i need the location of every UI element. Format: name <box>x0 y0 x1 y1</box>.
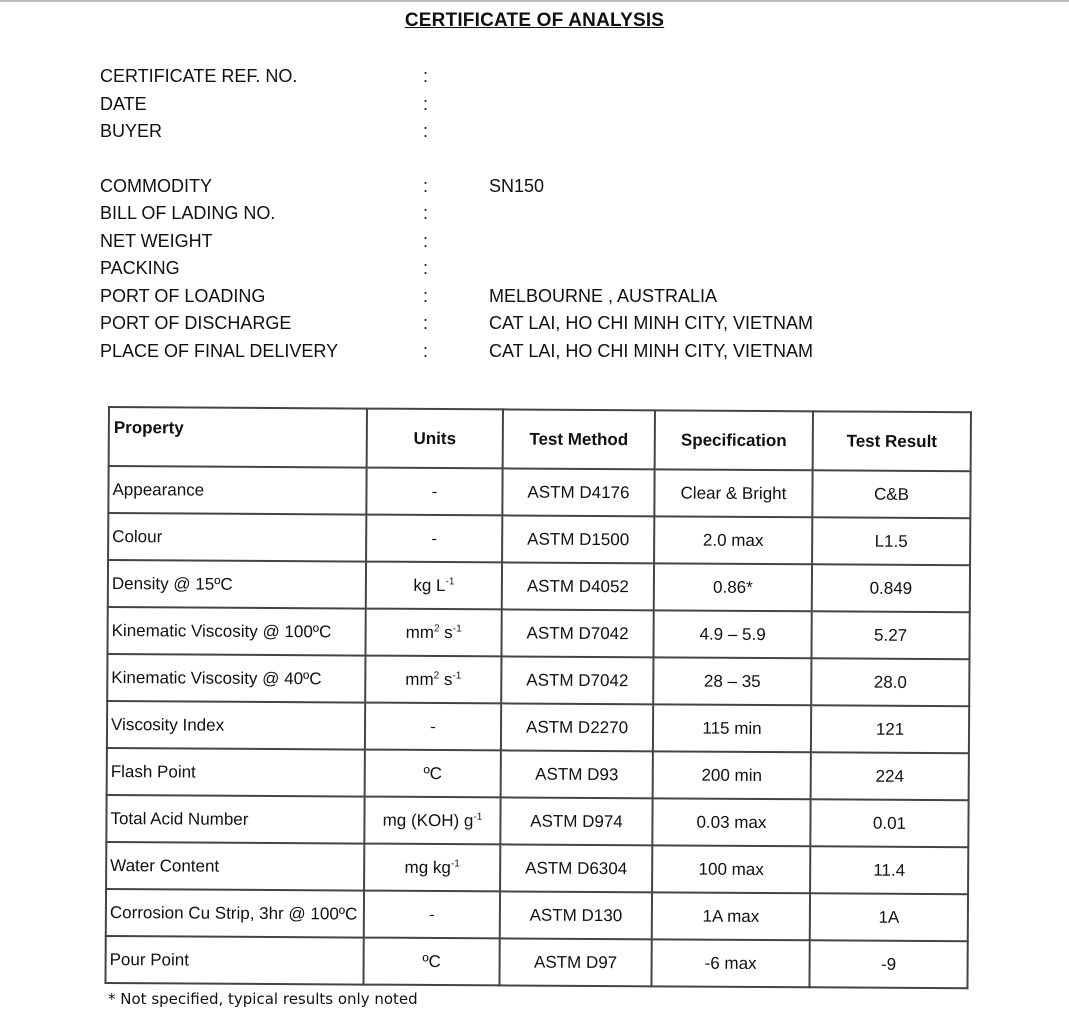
unit-exponent: 2 <box>433 669 440 681</box>
cell-test-method: ASTM D4052 <box>502 562 654 610</box>
field-label: PORT OF LOADING <box>100 285 266 306</box>
cell-property: Density @ 15ºC <box>108 560 366 609</box>
cell-units <box>364 891 500 939</box>
header-units: Units <box>367 409 503 469</box>
table-row <box>108 560 970 612</box>
unit-base: - <box>429 904 435 924</box>
field-net-weight <box>100 229 900 257</box>
table-row <box>107 748 969 800</box>
field-port-of-discharge <box>100 311 900 339</box>
cell-test-method: ASTM D2270 <box>501 703 653 751</box>
cell-property: Kinematic Viscosity @ 40ºC <box>107 654 365 703</box>
unit-base: mg kg <box>404 857 451 877</box>
cell-test-method: ASTM D97 <box>499 938 651 986</box>
field-colon: : <box>423 230 429 251</box>
cell-units <box>365 703 501 751</box>
table-row <box>106 795 968 847</box>
cell-test-result: 0.849 <box>812 564 970 612</box>
unit-exponent: 2 <box>433 622 440 634</box>
unit-exponent-2: -1 <box>452 622 462 635</box>
unit-rest: s <box>439 669 453 689</box>
field-certificate-ref <box>100 64 900 92</box>
cell-property: Corrosion Cu Strip, 3hr @ 100ºC <box>106 889 364 938</box>
cell-test-result: 224 <box>811 752 969 800</box>
certificate-fields <box>100 64 900 366</box>
cell-property: Appearance <box>108 466 366 515</box>
unit-base: - <box>430 716 436 736</box>
cell-specification: 115 min <box>653 704 811 752</box>
cell-test-result: 0.01 <box>810 799 968 847</box>
document-title: CERTIFICATE OF ANALYSIS <box>404 10 665 31</box>
unit-exponent: -1 <box>450 857 460 870</box>
cell-test-result: 28.0 <box>811 658 969 706</box>
field-colon: : <box>423 258 429 278</box>
cell-test-method: ASTM D7042 <box>501 656 653 704</box>
cell-specification: 0.86* <box>654 563 812 611</box>
cell-test-result: 5.27 <box>811 611 969 659</box>
field-port-of-loading <box>100 284 900 312</box>
cell-test-result: C&B <box>812 470 970 518</box>
unit-base: mm <box>405 669 434 689</box>
field-colon: : <box>423 203 429 223</box>
unit-exponent: -1 <box>473 811 483 823</box>
unit-base: - <box>431 528 438 548</box>
field-label: COMMODITY <box>100 175 212 196</box>
cell-test-method: ASTM D7042 <box>501 609 653 657</box>
header-specification: Specification <box>655 410 813 470</box>
cell-specification: Clear & Bright <box>654 469 812 517</box>
unit-base: ºC <box>422 951 441 971</box>
table-row <box>107 701 969 753</box>
analysis-table <box>104 406 972 989</box>
cell-property: Viscosity Index <box>107 701 365 750</box>
unit-exponent-2: -1 <box>452 669 462 682</box>
cell-property: Colour <box>108 513 366 562</box>
cell-units <box>365 609 501 657</box>
unit-exponent: -1 <box>445 575 455 587</box>
field-colon: : <box>423 175 429 196</box>
cell-specification: -6 max <box>651 939 809 987</box>
cell-test-method: ASTM D6304 <box>500 844 652 892</box>
cell-test-result: 11.4 <box>810 846 968 894</box>
field-colon: : <box>423 93 429 114</box>
cell-test-method: ASTM D130 <box>500 891 652 939</box>
field-colon: : <box>423 285 429 306</box>
cell-test-method: ASTM D974 <box>500 797 652 845</box>
field-value: CAT LAI, HO CHI MINH CITY, VIETNAM <box>489 313 814 333</box>
cell-test-result: L1.5 <box>812 517 970 565</box>
cell-units <box>365 750 501 798</box>
field-label: PORT OF DISCHARGE <box>100 313 292 333</box>
cell-units <box>364 797 500 845</box>
cell-specification: 2.0 max <box>654 516 812 564</box>
cell-specification: 4.9 – 5.9 <box>653 610 811 658</box>
table-row <box>108 513 970 565</box>
cell-test-result: 1A <box>810 893 968 941</box>
cell-units <box>366 562 502 610</box>
field-label: NET WEIGHT <box>100 230 213 251</box>
field-colon: : <box>423 121 429 141</box>
cell-test-result: -9 <box>809 940 967 988</box>
field-label: BILL OF LADING NO. <box>100 203 276 223</box>
unit-base: mm <box>405 622 434 642</box>
unit-base: kg L <box>413 575 446 595</box>
field-label: PACKING <box>100 258 180 278</box>
cell-specification: 28 – 35 <box>653 657 811 705</box>
table-row <box>106 842 968 894</box>
cell-test-method: ASTM D4176 <box>502 468 654 516</box>
cell-property: Flash Point <box>107 748 365 797</box>
field-date <box>100 92 900 120</box>
field-place-of-final-delivery <box>100 339 900 367</box>
cell-property: Water Content <box>106 842 364 891</box>
field-value: SN150 <box>489 175 545 196</box>
cell-test-method: ASTM D93 <box>501 750 653 798</box>
field-colon: : <box>423 313 429 333</box>
page-top-border <box>0 0 1069 2</box>
cell-specification: 1A max <box>652 892 810 940</box>
unit-base: ºC <box>423 763 443 783</box>
cell-units <box>363 938 499 986</box>
field-bill-of-lading <box>100 201 900 229</box>
field-value: MELBOURNE , AUSTRALIA <box>489 285 718 306</box>
table-header-row <box>109 407 971 471</box>
field-colon: : <box>423 66 429 86</box>
cell-property: Total Acid Number <box>106 795 364 844</box>
field-colon: : <box>423 340 429 361</box>
cell-property: Pour Point <box>105 936 363 985</box>
table-row <box>108 466 970 518</box>
cell-specification: 100 max <box>652 845 810 893</box>
table-row <box>105 936 967 988</box>
footnote: * Not specified, typical results only noted <box>108 990 418 1008</box>
cell-test-method: ASTM D1500 <box>502 515 654 563</box>
table-row <box>107 654 969 706</box>
cell-specification: 0.03 max <box>652 798 810 846</box>
cell-property: Kinematic Viscosity @ 100ºC <box>107 607 365 656</box>
field-label: CERTIFICATE REF. NO. <box>100 66 298 86</box>
unit-base: - <box>431 481 438 501</box>
header-property: Property <box>109 407 367 468</box>
field-value: CAT LAI, HO CHI MINH CITY, VIETNAM <box>489 340 814 361</box>
field-group-gap <box>100 147 900 174</box>
unit-base: mg (KOH) g <box>382 810 474 830</box>
table-row <box>107 607 969 659</box>
field-packing <box>100 256 900 284</box>
field-commodity <box>100 174 900 202</box>
cell-units <box>366 468 502 516</box>
cell-units <box>365 656 501 704</box>
field-label: PLACE OF FINAL DELIVERY <box>100 340 339 361</box>
cell-test-result: 121 <box>811 705 969 753</box>
cell-units <box>364 844 500 892</box>
header-test-result: Test Result <box>813 411 971 471</box>
cell-units <box>366 515 502 563</box>
field-label: DATE <box>100 93 147 114</box>
unit-rest: s <box>439 622 453 642</box>
cell-specification: 200 min <box>653 751 811 799</box>
field-label: BUYER <box>100 121 163 141</box>
table-row <box>106 889 968 941</box>
field-buyer <box>100 119 900 147</box>
header-test-method: Test Method <box>503 409 655 469</box>
